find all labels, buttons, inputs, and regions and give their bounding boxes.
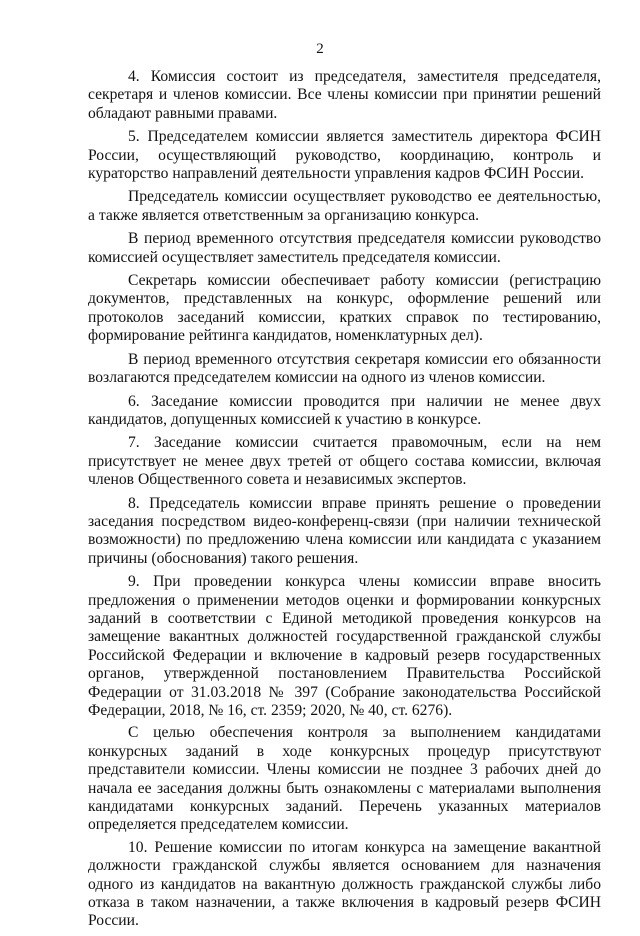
paragraph-item-9: 9. При проведении конкурса члены комиссии вправе вносить предложения о применении методов оценки и формировании конкурсных заданий в соответствии с Единой методикой проведения конкурсов на замещение вакантных должностей государственной гражданской службы Российской Федерации и включение в кадровый резерв государственных органов, утвержденной постановлением Правительства Российской Федерации от 31.03.2018 № 397 (Собрание законодательства Российской Федерации, 2018, № 16, ст. 2359; 2020, № 40, ст. 6276). (88, 573, 601, 719)
paragraph-item-6: 6. Заседание комиссии проводится при наличии не менее двух кандидатов, допущенных комиссией к участию в конкурсе. (88, 392, 601, 428)
paragraph-secretary-duties: Секретарь комиссии обеспечивает работу комиссии (регистрацию документов, представленных на конкурс, оформление решений или протоколов заседаний комиссии, кратких справок по тестированию, формирование рейтинга кандидатов, номенклатурных дел). (88, 272, 601, 345)
paragraph-item-8: 8. Председатель комиссии вправе принять решение о проведении заседания посредством видео-конференц-связи (при наличии технической возможности) по предложению члена комиссии или кандидата с указанием причины (обоснования) такого решения. (88, 494, 601, 567)
paragraph-secretary-absence: В период временного отсутствия секретаря комиссии его обязанности возлагаются председателем комиссии на одного из членов комиссии. (88, 350, 601, 387)
paragraph-item-10: 10. Решение комиссии по итогам конкурса на замещение вакантной должности гражданской службы является основанием для назначения одного из кандидатов на вакантную должность гражданской службы либо отказа в таком назначении, а также включения в кадровый резерв ФСИН России. (88, 838, 601, 930)
paragraph-item-5: 5. Председателем комиссии является заместитель директора ФСИН России, осуществляющий руководство, координацию, контроль и кураторство направлений деятельности управления кадров ФСИН России. (88, 128, 601, 183)
paragraph-chairman-duties: Председатель комиссии осуществляет руководство ее деятельностью, а также является ответственным за организацию конкурса. (88, 188, 601, 224)
page-number: 2 (316, 41, 324, 57)
document-body (88, 68, 601, 936)
paragraph-item-4: 4. Комиссия состоит из председателя, заместителя председателя, секретаря и членов комиссии. Все члены комиссии при принятии решений обладают равными правами. (88, 68, 601, 122)
paragraph-item-7: 7. Заседание комиссии считается правомочным, если на нем присутствует не менее двух третей от общего состава комиссии, включая членов Общественного совета и независимых экспертов. (88, 434, 601, 489)
paragraph-control-of-tasks: С целью обеспечения контроля за выполнением кандидатами конкурсных заданий в ходе конкурсных процедур присутствуют представители комиссии. Члены комиссии не позднее 3 рабочих дней до начала ее заседания должны быть ознакомлены с материалами выполнения кандидатами конкурсных заданий. Перечень указанных материалов определяется председателем комиссии. (88, 724, 601, 834)
paragraph-chairman-absence: В период временного отсутствия председателя комиссии руководство комиссией осуществляет заместитель председателя комиссии. (88, 230, 601, 266)
